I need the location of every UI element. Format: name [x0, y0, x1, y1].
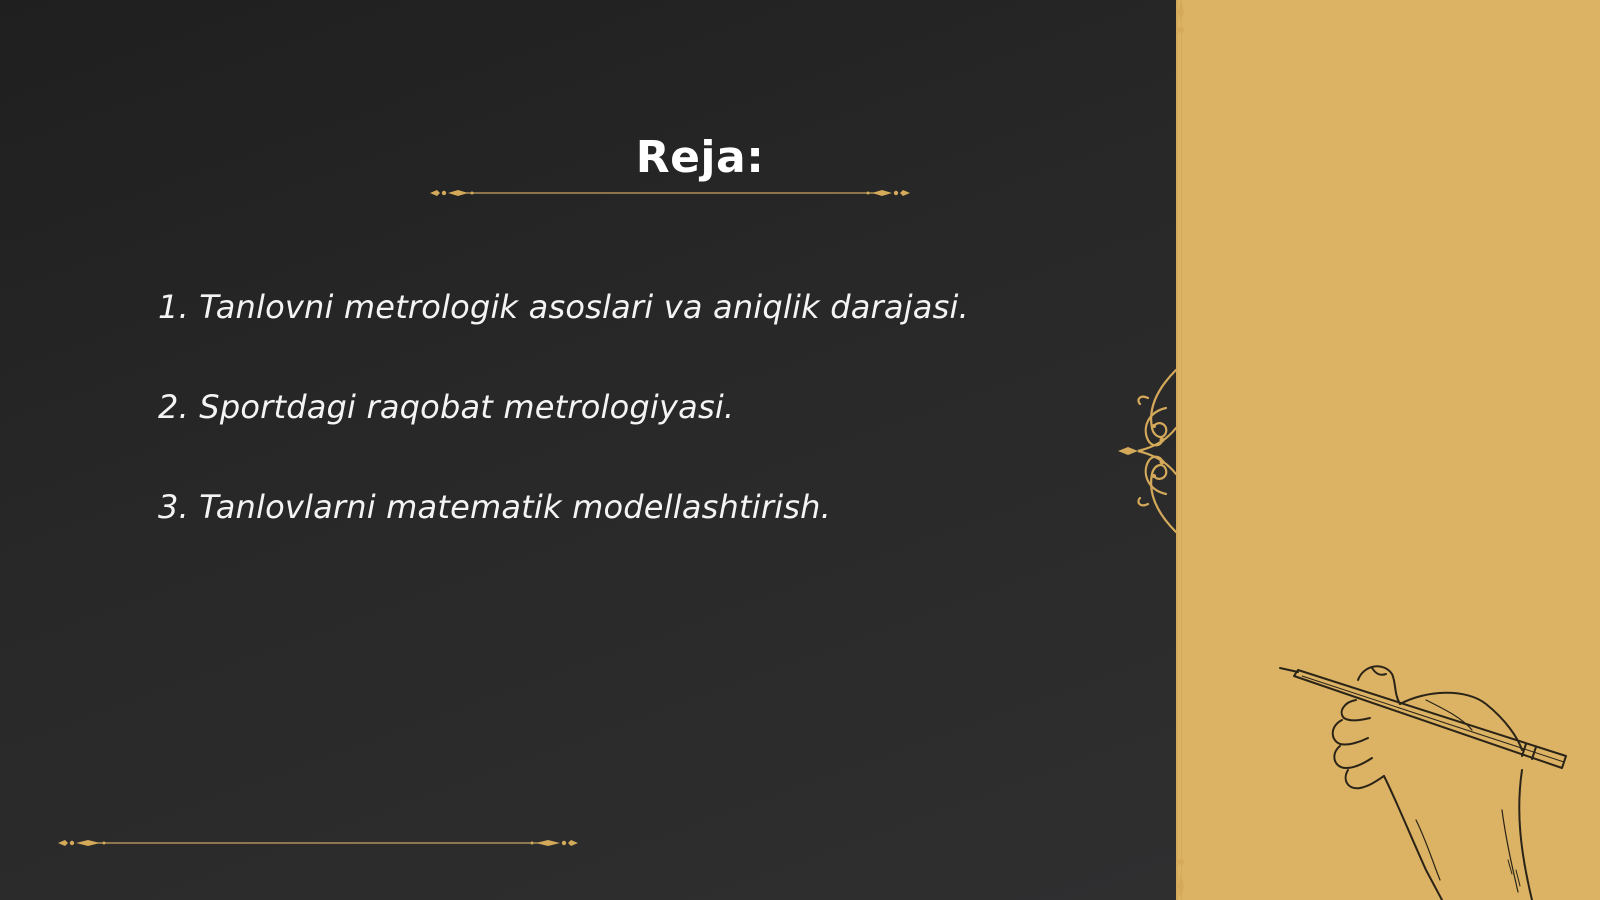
plan-item-2: 2. Sportdagi raqobat metrologiyasi. [158, 388, 735, 426]
plan-item-3: 3. Tanlovlarni matematik modellashtirish. [158, 488, 832, 526]
hand-with-pencil-icon [1276, 660, 1592, 900]
slide-title: Reja: [635, 132, 765, 183]
bottom-divider-ornament [58, 836, 578, 850]
border-top-finial-icon [1175, 0, 1187, 40]
title-divider-ornament [430, 186, 910, 200]
plan-item-1: 1. Tanlovni metrologik asoslari va aniqlik darajasi. [158, 288, 969, 326]
plan-list [158, 282, 1138, 582]
border-bottom-finial-icon [1175, 852, 1187, 900]
scroll-flourish-icon [1118, 368, 1180, 534]
